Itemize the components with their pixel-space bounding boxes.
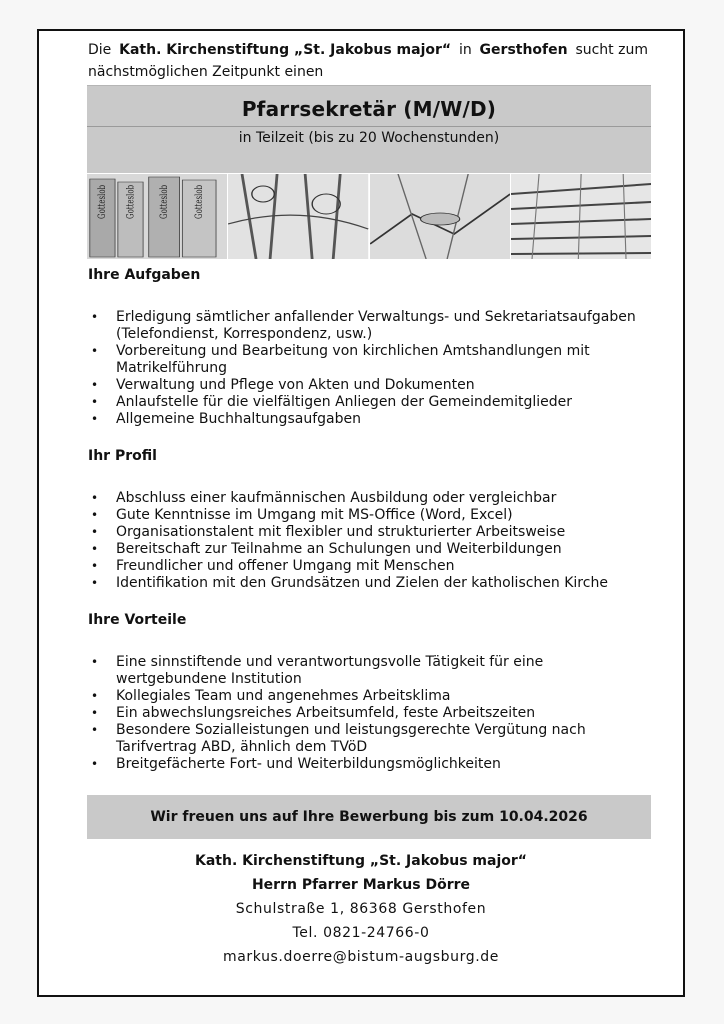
application-deadline-banner: Wir freuen uns auf Ihre Bewerbung bis zum 10.04.2026 [87, 795, 651, 839]
list-aufgaben [88, 309, 648, 428]
list-item: • Kollegiales Team und angenehmes Arbeitsklima [91, 688, 451, 704]
spine-label-2: Gotteslob [125, 184, 137, 219]
position-title-box [87, 85, 651, 173]
bullet-icon: • [91, 559, 99, 573]
list-vorteile [88, 654, 648, 773]
bullet-icon: • [91, 655, 99, 669]
job-ad-frame [37, 29, 685, 997]
section-heading-profil: Ihr Profil [88, 448, 157, 464]
bullet-icon: • [91, 395, 99, 409]
pew-carving-image [228, 174, 368, 259]
list-item: • Identifikation mit den Grundsätzen und Zielen der katholischen Kirche [91, 575, 608, 591]
spine-label-3: Gotteslob [158, 184, 171, 219]
bullet-icon: • [91, 757, 99, 771]
spine-label-1: Gotteslob [97, 184, 109, 219]
position-subtitle: in Teilzeit (bis zu 20 Wochenstunden) [238, 130, 500, 146]
pews-image [511, 174, 651, 259]
bullet-icon: • [91, 310, 99, 324]
intro-sucht: sucht zum [575, 42, 648, 58]
contact-email[interactable]: markus.doerre@bistum-augsburg.de [223, 949, 499, 965]
intro-text [88, 39, 648, 83]
list-item: • Verwaltung und Pflege von Akten und Dokumenten [91, 377, 475, 393]
contact-address: Schulstraße 1, 86368 Gersthofen [235, 901, 487, 917]
altar-detail-image [370, 174, 510, 259]
section-heading-aufgaben: Ihre Aufgaben [88, 267, 201, 283]
sections [88, 267, 648, 793]
title-divider [87, 126, 651, 127]
list-item: • Allgemeine Buchhaltungsaufgaben [91, 411, 361, 427]
bullet-icon: • [91, 491, 99, 505]
contact-block [39, 849, 683, 969]
list-item: • Anlaufstelle für die vielfältigen Anliegen der Gemeindemitglieder [91, 394, 572, 410]
bullet-icon: • [91, 525, 99, 539]
bullet-icon: • [91, 576, 99, 590]
contact-phone: Tel. 0821-24766-0 [292, 925, 430, 941]
position-title: Pfarrsekretär (M/W/D) [241, 97, 497, 121]
bullet-icon: • [91, 723, 99, 737]
list-item: • Ein abwechslungsreiches Arbeitsumfeld, feste Arbeitszeiten [91, 705, 536, 721]
list-item: • Breitgefächerte Fort- und Weiterbildungsmöglichkeiten [91, 756, 501, 772]
intro-die: Die [88, 42, 112, 58]
bullet-icon: • [91, 542, 99, 556]
section-heading-vorteile: Ihre Vorteile [88, 612, 187, 628]
intro-org-name: Kath. Kirchenstiftung „St. Jakobus major“ [119, 42, 452, 58]
contact-org: Kath. Kirchenstiftung „St. Jakobus major“ [195, 853, 527, 869]
list-item: • Abschluss einer kaufmännischen Ausbildung oder vergleichbar [91, 490, 557, 506]
list-item: • Organisationstalent mit flexibler und strukturierter Arbeitsweise [91, 524, 566, 540]
bullet-icon: • [91, 344, 99, 358]
contact-person: Herrn Pfarrer Markus Dörre [251, 877, 471, 893]
list-item: • Gute Kenntnisse im Umgang mit MS-Office (Word, Excel) [91, 507, 513, 523]
list-item: • Besondere Sozialleistungen und leistungsgerechte Vergütung nach Tarifvertrag ABD, ähnlich dem TVöD [91, 722, 586, 755]
bullet-icon: • [91, 689, 99, 703]
hymnbooks-image [87, 174, 227, 259]
list-item: • Erledigung sämtlicher anfallender Verwaltungs- und Sekretariatsaufgaben (Telefondienst, Korrespondenz, usw.) [91, 309, 636, 342]
bullet-icon: • [91, 412, 99, 426]
list-item: • Bereitschaft zur Teilnahme an Schulungen und Weiterbildungen [91, 541, 562, 557]
list-item: • Vorbereitung und Bearbeitung von kirchlichen Amtshandlungen mit Matrikelführung [91, 343, 590, 376]
bullet-icon: • [91, 378, 99, 392]
bullet-icon: • [91, 706, 99, 720]
spine-label-4: Gotteslob [193, 184, 206, 219]
bullet-icon: • [91, 508, 99, 522]
intro-place: Gersthofen [479, 42, 568, 58]
church-image-banner [87, 174, 651, 259]
list-profil [88, 490, 648, 592]
list-item: • Freundlicher und offener Umgang mit Menschen [91, 558, 455, 574]
intro-in: in [458, 42, 472, 58]
intro-line2: nächstmöglichen Zeitpunkt einen [88, 64, 324, 80]
list-item: • Eine sinnstiftende und verantwortungsvolle Tätigkeit für eine wertgebundene Institution [91, 654, 544, 687]
